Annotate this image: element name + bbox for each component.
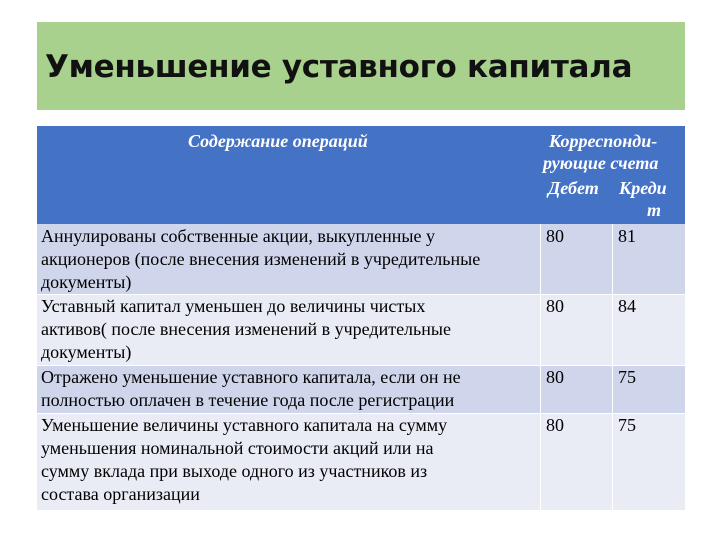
row2-line1: Уставный капитал уменьшен до величины чистых <box>41 296 426 316</box>
header-credit-line2: т <box>647 200 662 220</box>
row4-line2: уменьшения номинальной стоимости акций или на <box>41 438 434 458</box>
row4-credit-cell <box>612 413 685 510</box>
row1-credit-cell <box>612 224 685 294</box>
row3-credit-cell <box>612 365 685 413</box>
row2-credit: 84 <box>618 296 636 316</box>
row3-debit: 80 <box>546 367 564 387</box>
row1-line2: акционеров (после внесения изменений в учредительные <box>41 249 481 269</box>
row2-credit-cell <box>612 294 685 365</box>
row1-credit: 81 <box>618 226 636 246</box>
row4-line4: состава организации <box>41 484 200 504</box>
header-operations-label: Содержание операций <box>188 131 368 151</box>
table-row <box>37 294 540 365</box>
page-title: Уменьшение уставного капитала <box>45 49 633 85</box>
row4-line1: Уменьшение величины уставного капитала на сумму <box>41 415 448 435</box>
row3-debit-cell <box>540 365 612 413</box>
row1-line1: Аннулированы собственные акции, выкупленные у <box>41 226 435 246</box>
row1-line3: документы) <box>41 272 132 292</box>
row-divider <box>37 365 685 366</box>
table-row <box>37 413 540 510</box>
row-divider <box>37 294 685 295</box>
row3-line2: полностью оплачен в течение года после регистрации <box>41 390 455 410</box>
header-credit-line1: Креди <box>619 178 667 198</box>
row1-debit-cell <box>540 224 612 294</box>
row4-line3: сумму вклада при выходе одного из участников из <box>41 461 428 481</box>
row2-line2: активов( после внесения изменений в учредительные <box>41 319 451 339</box>
row4-credit: 75 <box>618 415 636 435</box>
row4-debit-cell <box>540 413 612 510</box>
header-accounts-line1: Корреспонди- <box>549 131 658 151</box>
header-accounts-line2: рующие счета <box>543 153 659 173</box>
table-row <box>37 365 540 413</box>
row2-debit: 80 <box>546 296 564 316</box>
row1-debit: 80 <box>546 226 564 246</box>
header-operations-cell <box>37 126 540 224</box>
row-divider <box>37 413 685 414</box>
row4-debit: 80 <box>546 415 564 435</box>
row2-line3: документы) <box>41 342 132 362</box>
row2-debit-cell <box>540 294 612 365</box>
column-divider <box>540 224 541 510</box>
row3-line1: Отражено уменьшение уставного капитала, если он не <box>41 367 461 387</box>
header-accounts-cell <box>540 126 685 224</box>
table-row <box>37 224 540 294</box>
row3-credit: 75 <box>618 367 636 387</box>
header-debit-label: Дебет <box>548 178 599 198</box>
column-divider <box>612 224 613 510</box>
title-banner <box>37 22 685 110</box>
